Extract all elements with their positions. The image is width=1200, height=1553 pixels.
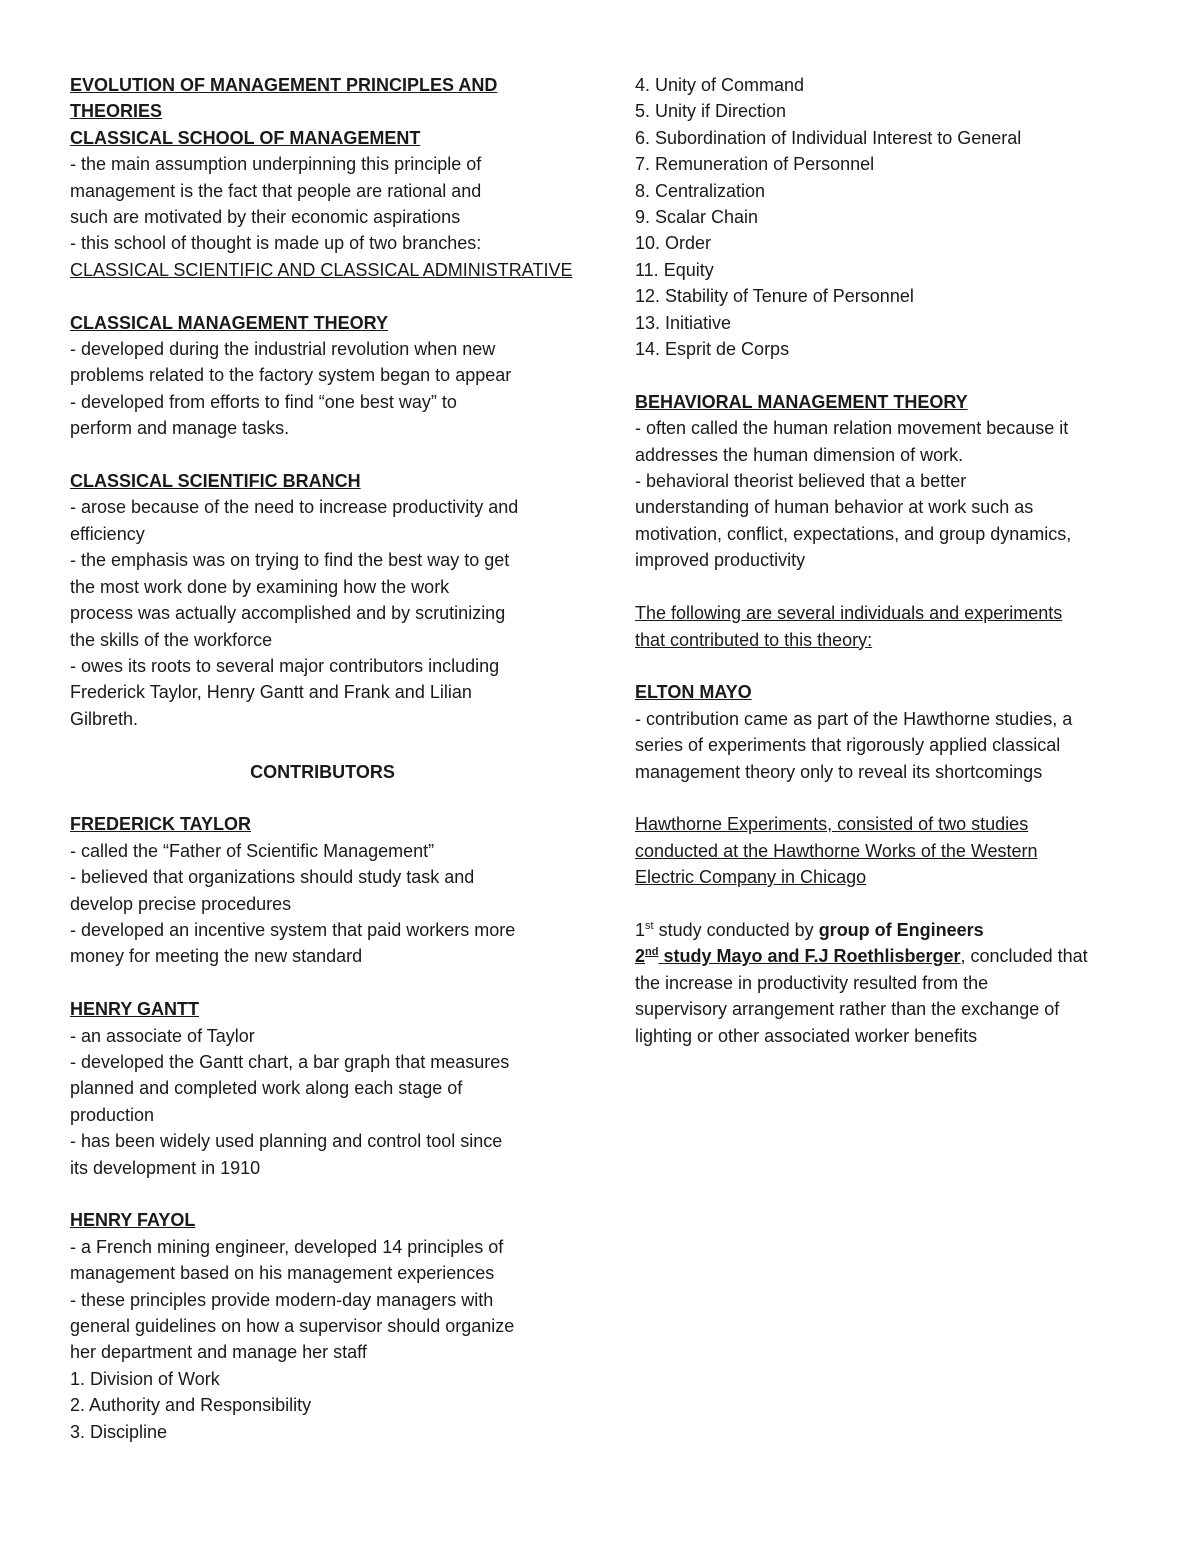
contributors-heading: CONTRIBUTORS <box>250 761 395 782</box>
principle-item: 3. Discipline <box>70 1421 168 1442</box>
body-line: management based on his management experiences <box>70 1263 495 1284</box>
body-line: - these principles provide modern-day managers with <box>70 1289 494 1310</box>
taylor-heading: FREDERICK TAYLOR <box>70 814 252 835</box>
principle-item: 7. Remuneration of Personnel <box>635 154 875 175</box>
body-line: - developed during the industrial revolution when new <box>70 339 496 360</box>
body-line: - the emphasis was on trying to find the best way to get <box>70 550 510 571</box>
body-line: - developed an incentive system that paid workers more <box>70 919 516 940</box>
principle-item: 6. Subordination of Individual Interest to General <box>635 127 1022 148</box>
body-line: production <box>70 1104 155 1125</box>
behavioral-heading: BEHAVIORAL MANAGEMENT THEORY <box>635 391 968 412</box>
body-line: - an associate of Taylor <box>70 1025 255 1046</box>
body-line: - behavioral theorist believed that a better <box>635 471 967 492</box>
body-line: the increase in productivity resulted from the <box>635 972 989 993</box>
mayo-heading: ELTON MAYO <box>635 682 752 703</box>
body-line: such are motivated by their economic aspirations <box>70 207 461 228</box>
body-line: - owes its roots to several major contributors including <box>70 655 500 676</box>
study-2-suffix: nd <box>645 946 659 959</box>
body-line: Gilbreth. <box>70 708 139 729</box>
principle-item: 11. Equity <box>635 259 714 280</box>
body-line: money for meeting the new standard <box>70 946 363 967</box>
principle-item: 12. Stability of Tenure of Personnel <box>635 286 914 307</box>
study-2-bold: study Mayo and F.J Roethlisberger <box>658 946 961 967</box>
study-1-suffix: st <box>645 919 654 932</box>
body-line: general guidelines on how a supervisor should organize <box>70 1316 515 1336</box>
body-line: - often called the human relation movement because it <box>635 418 1069 439</box>
body-line: the skills of the workforce <box>70 629 273 650</box>
body-line: improved productivity <box>635 550 806 571</box>
study-2-number: 2 <box>635 946 646 967</box>
body-line: motivation, conflict, expectations, and group dynamics, <box>635 523 1072 544</box>
body-line: addresses the human dimension of work. <box>635 444 964 465</box>
body-line: develop precise procedures <box>70 893 292 914</box>
principle-item: 9. Scalar Chain <box>635 207 759 228</box>
fayol-heading: HENRY FAYOL <box>70 1210 196 1231</box>
body-line: - developed from efforts to find “one best way” to <box>70 391 457 412</box>
study-2-line <box>635 943 1135 969</box>
body-line: planned and completed work along each stage of <box>70 1078 463 1099</box>
classical-branches-text: CLASSICAL SCIENTIFIC AND CLASSICAL ADMINISTRATIVE <box>70 259 573 280</box>
body-line: management theory only to reveal its shortcomings <box>635 761 1043 782</box>
study-2-text: , concluded that <box>960 946 1088 967</box>
body-line: - believed that organizations should study task and <box>70 867 475 888</box>
left-column <box>70 72 575 1445</box>
principle-item: 4. Unity of Command <box>635 75 805 95</box>
principle-item: 1. Division of Work <box>70 1368 220 1389</box>
principle-item: 8. Centralization <box>635 180 766 201</box>
document-title-line-1: EVOLUTION OF MANAGEMENT PRINCIPLES AND <box>70 75 498 95</box>
body-line: supervisory arrangement rather than the exchange of <box>635 999 1060 1020</box>
body-line: management is the fact that people are rational and <box>70 180 482 201</box>
body-line: the most work done by examining how the work <box>70 576 450 597</box>
body-line: perform and manage tasks. <box>70 418 290 439</box>
following-line: that contributed to this theory: <box>635 629 873 650</box>
following-line: The following are several individuals and experiments <box>635 603 1063 624</box>
body-line: - a French mining engineer, developed 14 principles of <box>70 1236 504 1257</box>
body-line: - contribution came as part of the Hawthorne studies, a <box>635 708 1073 729</box>
body-line: - called the “Father of Scientific Management” <box>70 840 435 861</box>
body-line: its development in 1910 <box>70 1157 261 1178</box>
body-line: - developed the Gantt chart, a bar graph that measures <box>70 1051 510 1072</box>
study-1-text: study conducted by <box>653 919 819 940</box>
study-1-line <box>635 917 1135 943</box>
principle-item: 5. Unity if Direction <box>635 101 787 122</box>
classical-school-heading: CLASSICAL SCHOOL OF MANAGEMENT <box>70 127 421 148</box>
body-line: - this school of thought is made up of two branches: <box>70 233 482 254</box>
body-line: process was actually accomplished and by scrutinizing <box>70 603 506 624</box>
scientific-branch-heading: CLASSICAL SCIENTIFIC BRANCH <box>70 471 361 492</box>
body-line: - the main assumption underpinning this principle of <box>70 154 482 175</box>
body-line: - arose because of the need to increase productivity and <box>70 497 519 518</box>
body-line: understanding of human behavior at work such as <box>635 497 1034 518</box>
principle-item: 14. Esprit de Corps <box>635 339 790 360</box>
body-line: efficiency <box>70 523 145 544</box>
body-line: series of experiments that rigorously applied classical <box>635 735 1061 756</box>
body-line: her department and manage her staff <box>70 1342 367 1363</box>
hawthorne-line: Hawthorne Experiments, consisted of two studies <box>635 814 1029 835</box>
hawthorne-line: conducted at the Hawthorne Works of the Western <box>635 840 1038 861</box>
study-1-bold: group of Engineers <box>818 919 984 940</box>
body-line: Frederick Taylor, Henry Gantt and Frank and Lilian <box>70 682 472 703</box>
document-title-line-2: THEORIES <box>70 101 163 122</box>
body-line: - has been widely used planning and control tool since <box>70 1131 503 1152</box>
principle-item: 13. Initiative <box>635 312 732 333</box>
classical-theory-heading: CLASSICAL MANAGEMENT THEORY <box>70 312 389 333</box>
hawthorne-line: Electric Company in Chicago <box>635 867 867 888</box>
principle-item: 2. Authority and Responsibility <box>70 1395 312 1416</box>
right-column <box>635 72 1135 1049</box>
body-line: problems related to the factory system began to appear <box>70 365 512 386</box>
gantt-heading: HENRY GANTT <box>70 999 200 1020</box>
principle-item: 10. Order <box>635 233 712 254</box>
study-1-number: 1 <box>635 919 646 940</box>
body-line: lighting or other associated worker benefits <box>635 1025 978 1046</box>
